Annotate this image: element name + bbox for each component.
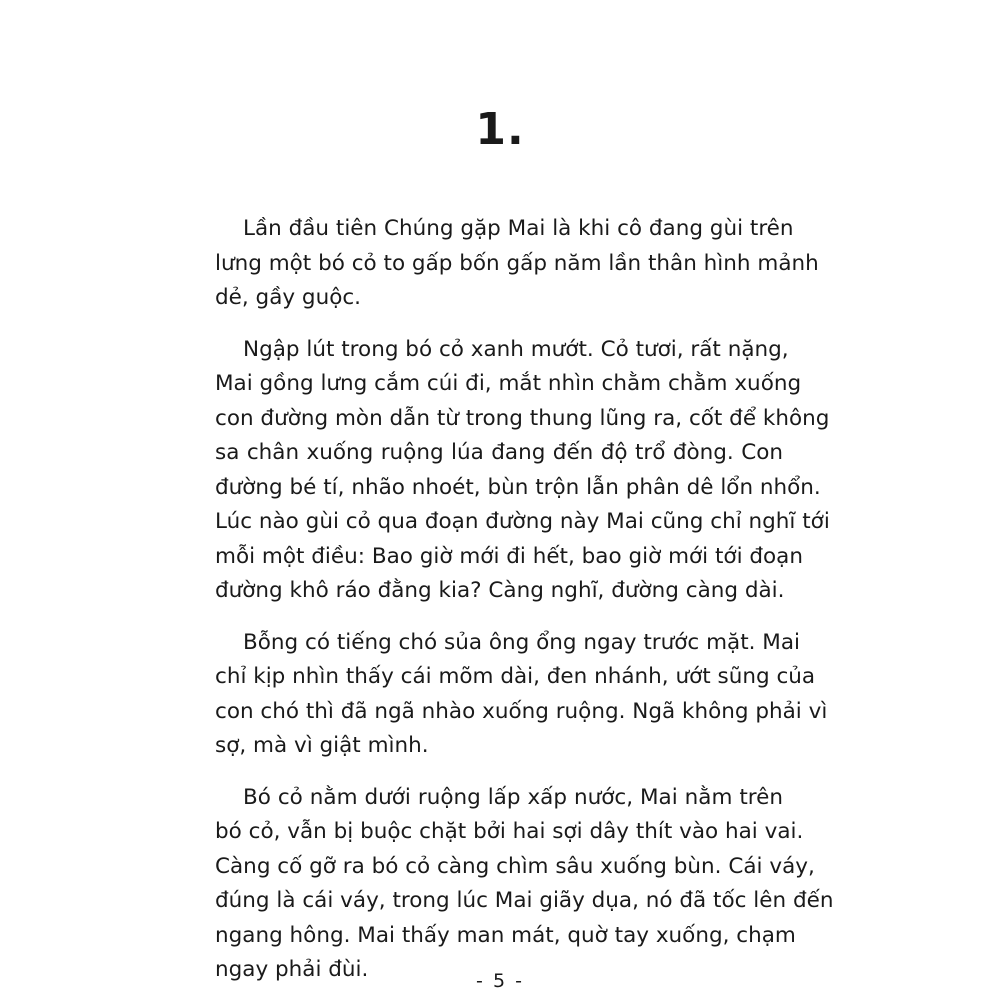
text-line: Ngập lút trong bó cỏ xanh mướt. Cỏ tươi, rất nặng, [243, 336, 789, 362]
paragraph [215, 626, 828, 764]
text-line: Mai gồng lưng cắm cúi đi, mắt nhìn chằm chằm xuống [215, 371, 802, 396]
text-line: đúng là cái váy, trong lúc Mai giãy dụa, nó đã tốc lên đến [215, 888, 834, 913]
text-line: Bỗng có tiếng chó sủa ông ổng ngay trước mặt. Mai [243, 629, 800, 655]
text-line: đường khô ráo đằng kia? Càng nghĩ, đường càng dài. [215, 578, 785, 603]
page-number: - 5 - [476, 970, 524, 992]
text-line: ngay phải đùi. [215, 957, 369, 982]
text-line: Bó cỏ nằm dưới ruộng lấp xấp nước, Mai nằm trên [243, 784, 783, 810]
text-line: ngang hông. Mai thấy man mát, quờ tay xuống, chạm [215, 922, 796, 948]
chapter-title: 1. [475, 104, 525, 155]
text-line: lưng một bó cỏ to gấp bốn gấp năm lần thân hình mảnh [215, 250, 819, 276]
text-line: con chó thì đã ngã nhào xuống ruộng. Ngã không phải vì [215, 698, 828, 724]
text-line: sợ, mà vì giật mình. [215, 733, 429, 758]
paragraph [215, 333, 830, 609]
paragraph [215, 781, 834, 988]
text-line: bó cỏ, vẫn bị buộc chặt bởi hai sợi dây thít vào hai vai. [215, 819, 804, 844]
text-line: mỗi một điều: Bao giờ mới đi hết, bao giờ mới tới đoạn [215, 543, 803, 569]
text-line: chỉ kịp nhìn thấy cái mõm dài, đen nhánh, ướt sũng của [215, 664, 816, 689]
text-line: Lúc nào gùi cỏ qua đoạn đường này Mai cũng chỉ nghĩ tới [215, 509, 830, 534]
body-text [215, 212, 834, 1005]
text-line: sa chân xuống ruộng lúa đang đến độ trổ đòng. Con [215, 440, 783, 465]
paragraph [215, 212, 819, 316]
text-line: đường bé tí, nhão nhoét, bùn trộn lẫn phân dê lổn nhổn. [215, 474, 821, 500]
text-line: Lần đầu tiên Chúng gặp Mai là khi cô đang gùi trên [243, 216, 794, 241]
text-line: Càng cố gỡ ra bó cỏ càng chìm sâu xuống bùn. Cái váy, [215, 853, 815, 879]
text-line: dẻ, gầy guộc. [215, 285, 362, 310]
text-line: con đường mòn dẫn từ trong thung lũng ra, cốt để không [215, 405, 830, 431]
